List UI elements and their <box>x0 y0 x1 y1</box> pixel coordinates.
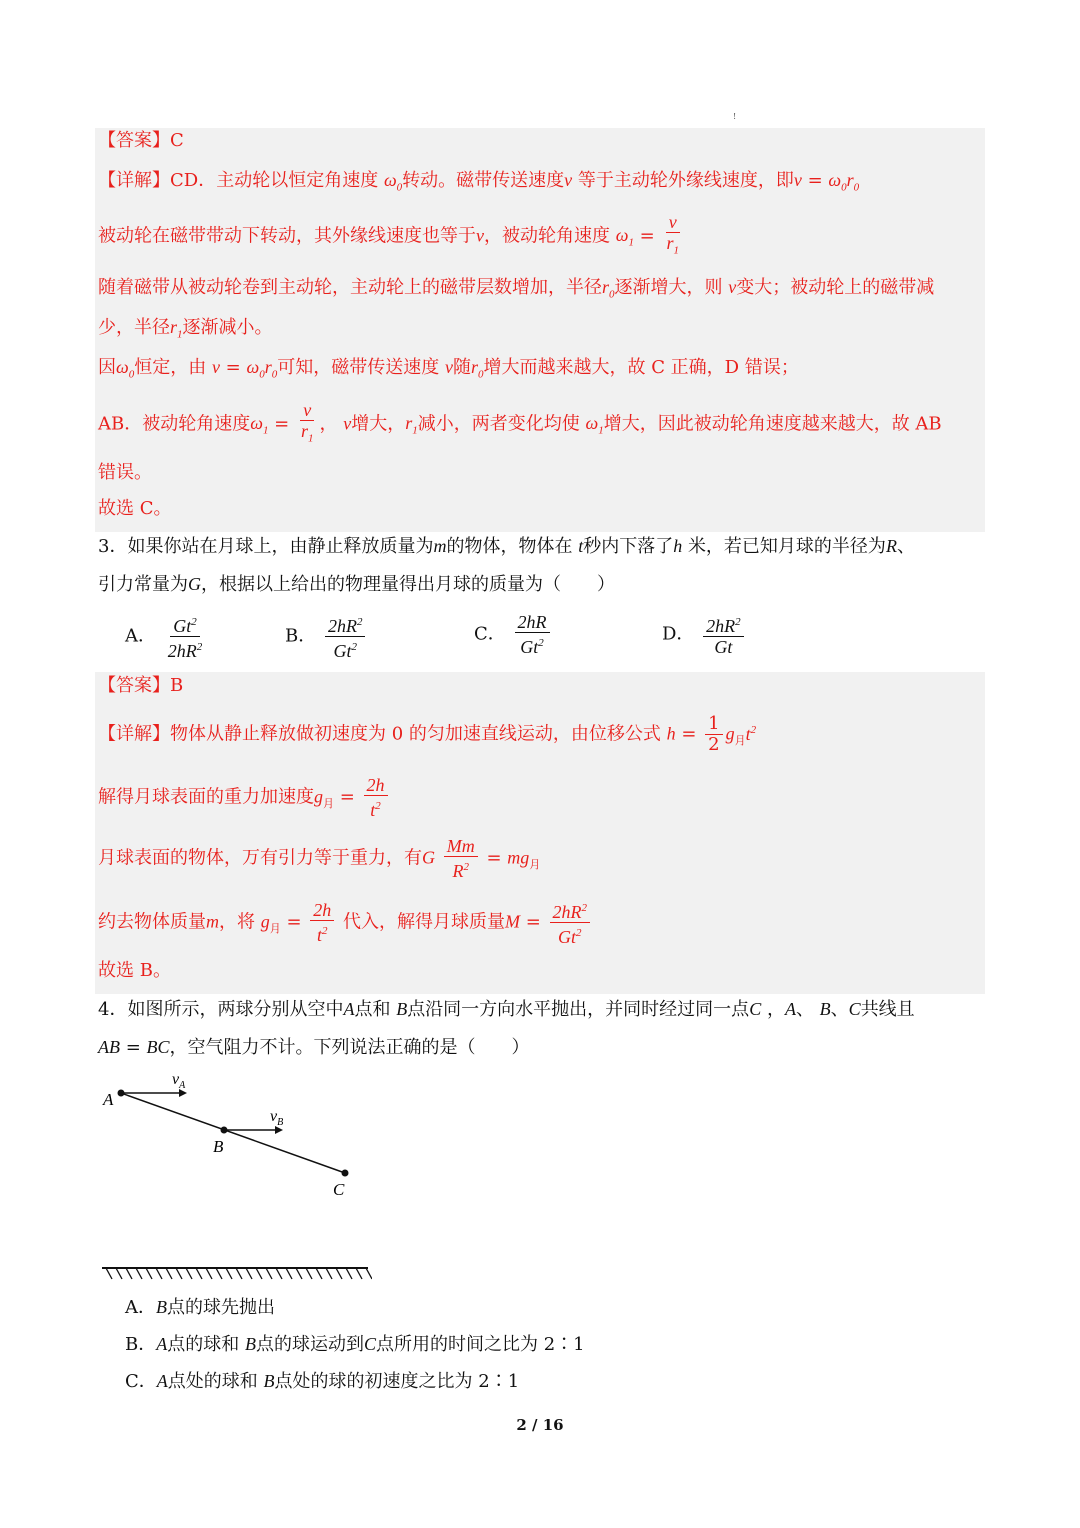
hatch-mark <box>336 1268 342 1279</box>
q2-detail-line-3: 随着磁带从被动轮卷到主动轮，主动轮上的磁带层数增加，半径$r_0$逐渐增大，则 v变大；被动轮上的磁带减 <box>98 277 935 301</box>
label-a: A <box>103 1090 114 1109</box>
q3-option-b[interactable]: B． $\frac{2hR^2}{Gt^2}$ <box>285 612 368 661</box>
q3-detail-line-1: 【详解】物体从静止释放做初速度为 0 的匀加速直线运动，由位移公式 h = $\frac{1}{2}$ $g_月t^2$ <box>98 713 757 755</box>
q2-detail-line-1: 【详解】CD．主动轮以恒定角速度 $\omega_0$转动。磁带传送速度v 等于主动轮外缘线速度，即$v = \omega_0r_0$ <box>98 170 860 194</box>
q2-detail-line-8: 故选 C。 <box>98 498 172 519</box>
q3-detail-line-4: 约去物体质量m，将 $g_月$ = $\frac{2h}{t^2}$ 代入，解得月球质量M = $\frac{2hR^2}{Gt^2}$ <box>98 898 593 947</box>
abc-line <box>121 1093 345 1173</box>
q3-stem-line-2: 引力常量为G，根据以上给出的物理量得出月球的质量为（ ） <box>98 574 615 595</box>
q4-stem-line-1: 4．如图所示，两球分别从空中A点和 B点沿同一方向水平抛出，并同时经过同一点C ，A、 B、C共线且 <box>98 999 915 1020</box>
hatch-mark <box>166 1268 172 1279</box>
q2-detail-line-6: AB．被动轮角速度$\omega_1$ = $\frac{v}{r_1}$ ， v增大，$r_1$减小，两者变化均使 $\omega_1$增大，因此被动轮角速度越来越大，故 AB <box>98 400 942 445</box>
hatch-mark <box>276 1268 282 1279</box>
hatch-mark <box>186 1268 192 1279</box>
hatch-mark <box>246 1268 252 1279</box>
ground-hatch <box>102 1266 372 1282</box>
q3-option-a[interactable]: A． $\frac{Gt^2}{2hR^2}$ <box>125 612 208 661</box>
hatch-mark <box>146 1268 152 1279</box>
point-c <box>342 1170 349 1177</box>
q4-option-a[interactable]: A．B点的球先抛出 <box>125 1297 275 1318</box>
top-mark: ! <box>733 112 737 121</box>
hatch-mark <box>206 1268 212 1279</box>
q3-answer-line: 【答案】B <box>98 675 184 696</box>
label-c: C <box>333 1180 345 1199</box>
hatch-mark <box>356 1268 362 1279</box>
hatch-mark <box>126 1268 132 1279</box>
hatch-mark <box>196 1268 202 1279</box>
q3-option-d[interactable]: D． $\frac{2hR^2}{Gt}$ <box>662 612 747 657</box>
q3-detail-line-2: 解得月球表面的重力加速度$g_月$ = $\frac{2h}{t^2}$ <box>98 775 391 820</box>
hatch-mark <box>266 1268 272 1279</box>
hatch-mark <box>296 1268 302 1279</box>
label-vb: $v_B$ <box>270 1108 284 1128</box>
hatch-mark <box>106 1268 112 1279</box>
hatch-mark <box>316 1268 322 1279</box>
hatch-mark <box>366 1268 372 1279</box>
hatch-mark <box>346 1268 352 1279</box>
q4-figure <box>95 1065 395 1285</box>
hatch-mark <box>216 1268 222 1279</box>
q3-stem-line-1: 3．如果你站在月球上，由静止释放质量为m的物体，物体在 t秒内下落了h 米，若已知月球的半径为R、 <box>98 536 915 557</box>
hatch-mark <box>306 1268 312 1279</box>
page-number: 2 / 16 <box>516 1416 564 1434</box>
hatch-mark <box>156 1268 162 1279</box>
hatch-mark <box>136 1268 142 1279</box>
q3-detail-line-3: 月球表面的物体，万有引力等于重力，有G $\frac{Mm}{R^2}$ = $mg_月$ <box>98 836 541 881</box>
label-va: $v_A$ <box>172 1071 186 1091</box>
q2-detail-line-2: 被动轮在磁带带动下转动，其外缘线速度也等于v，被动轮角速度 $\omega_1$ = $\frac{v}{r_1}$ <box>98 212 679 257</box>
hatch-mark <box>256 1268 262 1279</box>
hatch-mark <box>176 1268 182 1279</box>
q2-detail-line-5: 因$\omega_0$恒定，由 $v = \omega_0r_0$可知，磁带传送速度 v随$r_0$增大而越来越大，故 C 正确，D 错误； <box>98 357 799 381</box>
q4-stem-line-2: AB = BC，空气阻力不计。下列说法正确的是（ ） <box>98 1037 530 1058</box>
hatch-mark <box>116 1268 122 1279</box>
hatch-mark <box>326 1268 332 1279</box>
label-b: B <box>213 1137 224 1156</box>
q3-detail-line-5: 故选 B。 <box>98 960 171 981</box>
hatch-mark <box>226 1268 232 1279</box>
q4-option-c[interactable]: C．A点处的球和 B点处的球的初速度之比为 2∶1 <box>125 1371 520 1392</box>
q2-detail-line-7: 错误。 <box>98 462 152 483</box>
q2-detail-line-4: 少，半径$r_1$逐渐减小。 <box>98 317 273 341</box>
q2-answer-line: 【答案】C <box>98 130 184 151</box>
q3-option-c[interactable]: C． $\frac{2hR}{Gt^2}$ <box>474 612 553 657</box>
hatch-mark <box>236 1268 242 1279</box>
hatch-mark <box>286 1268 292 1279</box>
q4-option-b[interactable]: B．A点的球和 B点的球运动到C点所用的时间之比为 2∶1 <box>125 1334 585 1355</box>
